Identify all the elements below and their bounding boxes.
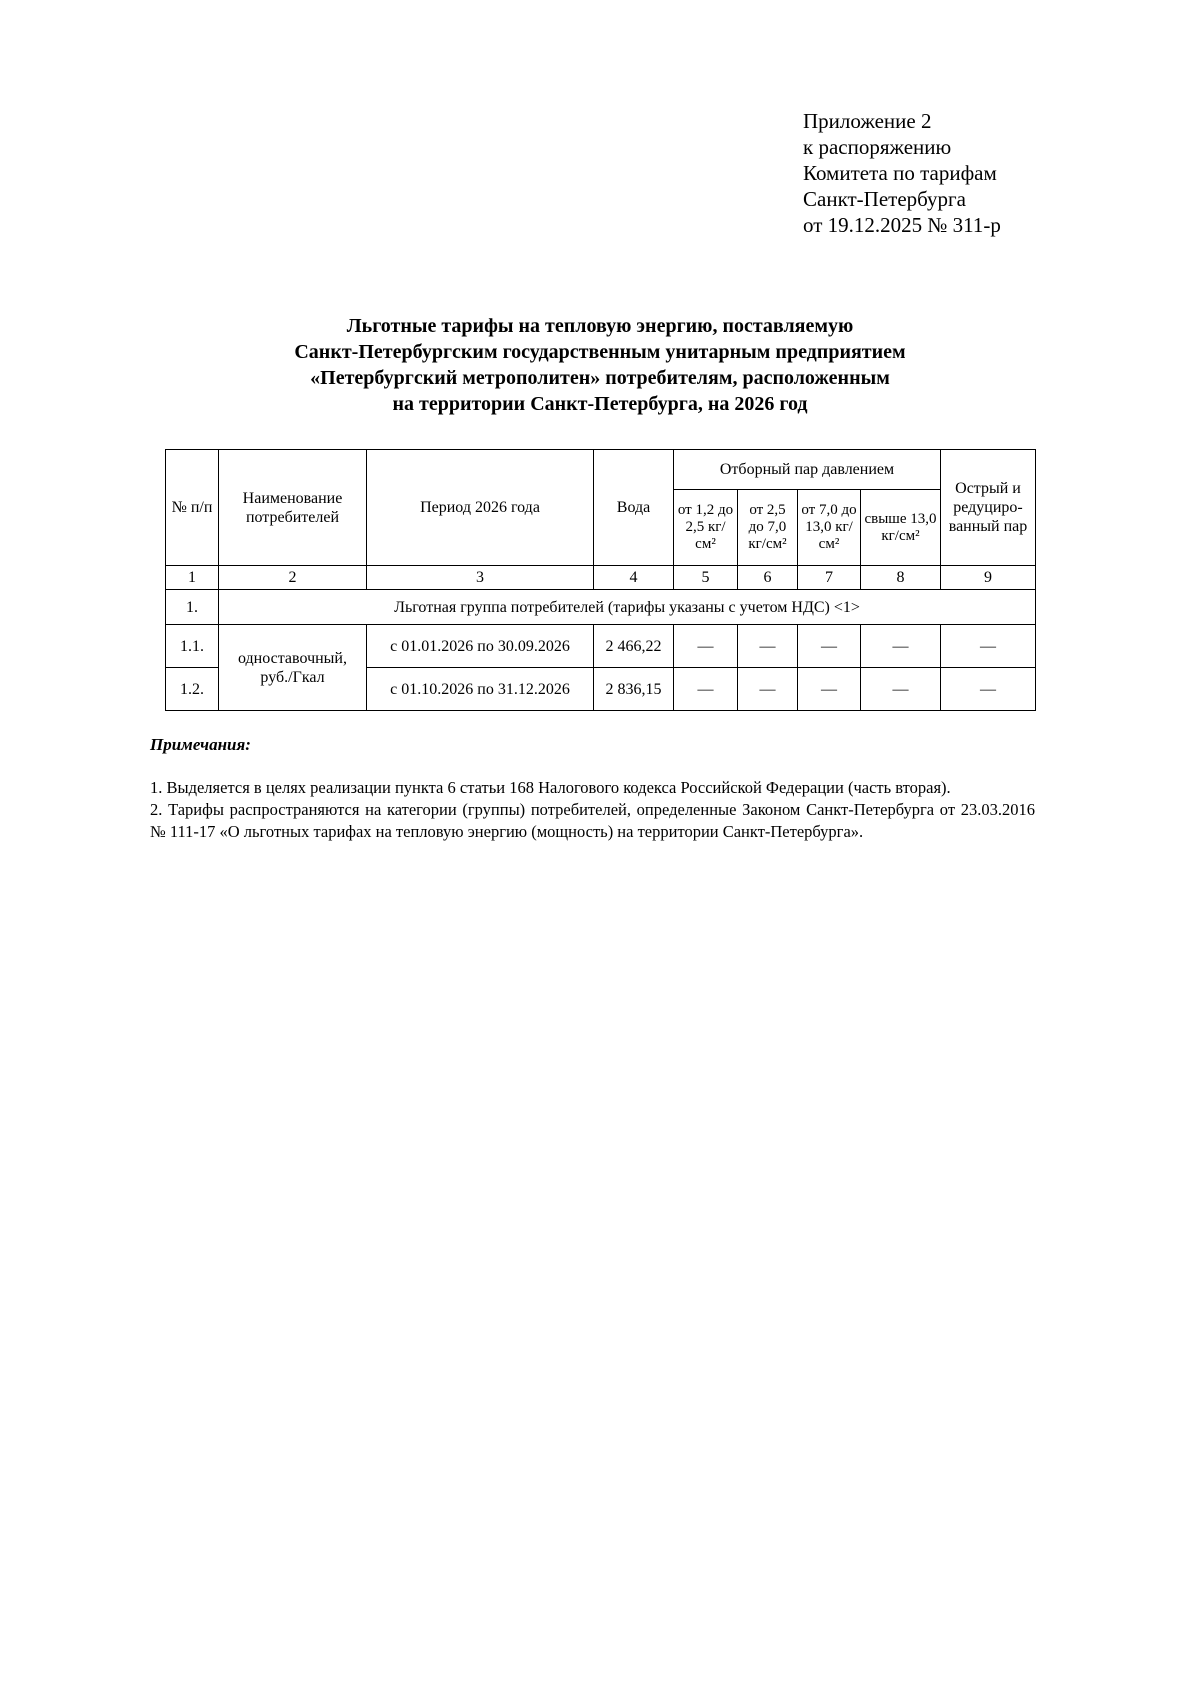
row-num: 1.1. <box>166 625 219 668</box>
row-water: 2 466,22 <box>594 625 674 668</box>
row-dash: — <box>941 625 1036 668</box>
row-num: 1.2. <box>166 668 219 711</box>
header-steam-1: от 1,2 до 2,5 кг/см² <box>674 490 738 566</box>
row-dash: — <box>861 625 941 668</box>
header-name: Наименование потребителей <box>219 450 367 566</box>
title-line: Санкт-Петербургским государственным унитарным предприятием <box>294 341 906 363</box>
header-steam-4: свыше 13,0 кг/см² <box>861 490 941 566</box>
header-water: Вода <box>594 450 674 566</box>
row-dash: — <box>798 625 861 668</box>
note-item: 1. Выделяется в целях реализации пункта 6 статьи 168 Налогового кодекса Российской Федерации (часть вторая). <box>150 778 951 797</box>
group-num: 1. <box>166 590 219 625</box>
appendix-line: Приложение 2 <box>803 109 932 133</box>
col-number: 8 <box>861 566 941 590</box>
row-dash: — <box>861 668 941 711</box>
row-water: 2 836,15 <box>594 668 674 711</box>
notes-heading: Примечания: <box>150 735 251 754</box>
title-line: на территории Санкт-Петербурга, на 2026 год <box>392 393 808 415</box>
appendix-line: Комитета по тарифам <box>803 161 997 185</box>
row-dash: — <box>674 625 738 668</box>
document-title <box>200 313 1000 417</box>
group-row <box>166 590 1036 625</box>
col-number: 3 <box>367 566 594 590</box>
header-steam-2: от 2,5 до 7,0 кг/см² <box>738 490 798 566</box>
header-num: № п/п <box>166 450 219 566</box>
row-dash: — <box>738 668 798 711</box>
appendix-line: от 19.12.2025 № 311-р <box>803 213 1001 237</box>
title-line: «Петербургский метрополитен» потребителям, расположенным <box>310 367 890 389</box>
appendix-line: к распоряжению <box>803 135 952 159</box>
header-period: Период 2026 года <box>367 450 594 566</box>
col-number: 7 <box>798 566 861 590</box>
note-item: 2. Тарифы распространяются на категории (группы) потребителей, определенные Законом Санкт-Петербурга от 23.03.2016 № 111-17 «О льготных тарифах на тепловую энергию (мощность) на территории Санкт-Петербурга». <box>150 800 1035 841</box>
group-label: Льготная группа потребителей (тарифы указаны с учетом НДС) <1> <box>219 590 1036 625</box>
tariff-table <box>165 449 1036 711</box>
appendix-line: Санкт-Петербурга <box>803 187 966 211</box>
col-number: 9 <box>941 566 1036 590</box>
col-number: 2 <box>219 566 367 590</box>
header-sharp-steam: Острый и редуциро-ванный пар <box>941 450 1036 566</box>
row-dash: — <box>674 668 738 711</box>
notes <box>150 777 1035 843</box>
row-period: с 01.01.2026 по 30.09.2026 <box>367 625 594 668</box>
row-dash: — <box>941 668 1036 711</box>
col-number: 5 <box>674 566 738 590</box>
header-steam: Отборный пар давлением <box>674 450 941 490</box>
consumer-name: одноставочный, руб./Гкал <box>219 625 367 711</box>
row-dash: — <box>798 668 861 711</box>
col-number: 4 <box>594 566 674 590</box>
row-dash: — <box>738 625 798 668</box>
row-period: с 01.10.2026 по 31.12.2026 <box>367 668 594 711</box>
col-number: 1 <box>166 566 219 590</box>
appendix-header <box>803 108 1001 238</box>
col-number: 6 <box>738 566 798 590</box>
table-row <box>166 625 1036 668</box>
title-line: Льготные тарифы на тепловую энергию, поставляемую <box>346 315 854 337</box>
header-steam-3: от 7,0 до 13,0 кг/см² <box>798 490 861 566</box>
